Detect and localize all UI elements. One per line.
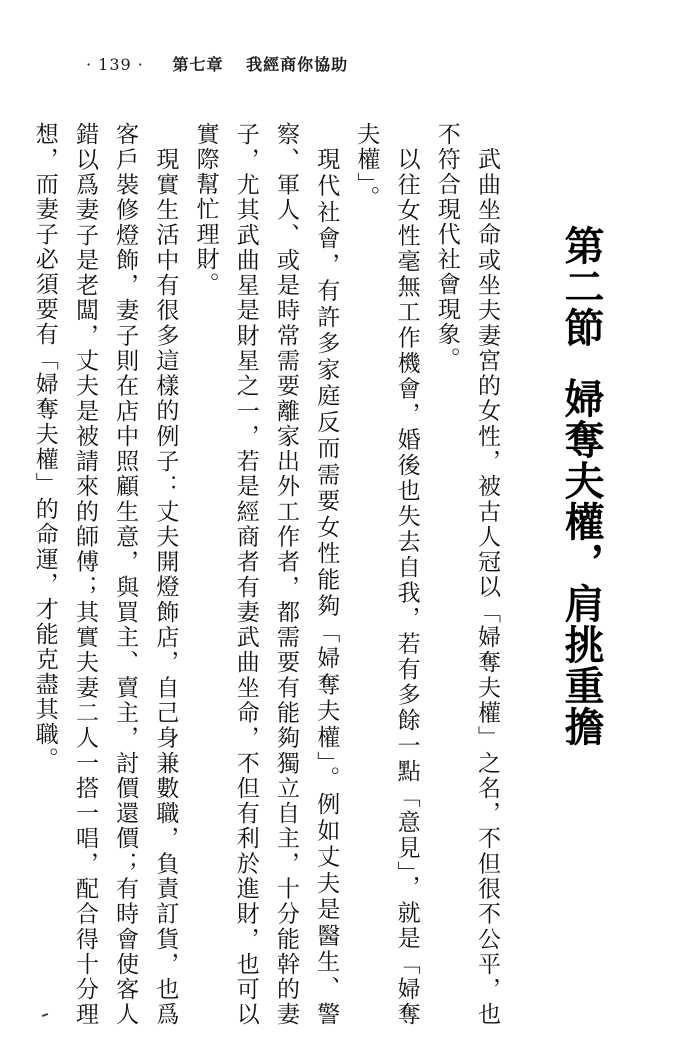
paragraph-4: 現實生活中有很多這樣的例子：丈夫開燈飾店，自己身兼數職，負責訂貨，也爲客戶裝修燈飾，妻子則在店中照顧生意，與買主、賣主，討價還價；有時會使客人錯以爲妻子是老闆，丈夫是被請來的師傅；其實夫妻二人一搭一唱，配合得十分理想，而妻子必須要有「婦奪夫權」的命運，才能克盡其職。	[31, 122, 179, 1027]
running-header	[86, 52, 348, 75]
chapter-label: 第七章	[172, 55, 224, 74]
body-text	[25, 122, 507, 1027]
page-number: · 139 ·	[86, 55, 144, 74]
paragraph-1: 武曲坐命或坐夫妻宮的女性，被古人冠以「婦奪夫權」之名，不但很不公平，也不符合現代社會現象。	[433, 122, 500, 1027]
paragraph-2: 以往女性毫無工作機會，婚後也失去自我，若有多餘一點「意見」，就是「婦奪夫權」。	[353, 122, 420, 1027]
paragraph-3: 現代社會，有許多家庭反而需要女性能夠「婦奪夫權」。例如丈夫是醫生、警察、軍人、或是時常需要離家出外工作者，都需要有能夠獨立自主，十分能幹的妻子，尤其武曲星是財星之一，若是經商者有妻武曲坐命，不但有利於進財，也可以實際幫忙理財。	[192, 122, 340, 1027]
section-number: 第二節	[558, 225, 604, 348]
section-title: 婦奪夫權，肩挑重擔	[558, 378, 604, 747]
chapter-title: 我經商你協助	[246, 55, 349, 74]
section-heading	[559, 225, 603, 747]
